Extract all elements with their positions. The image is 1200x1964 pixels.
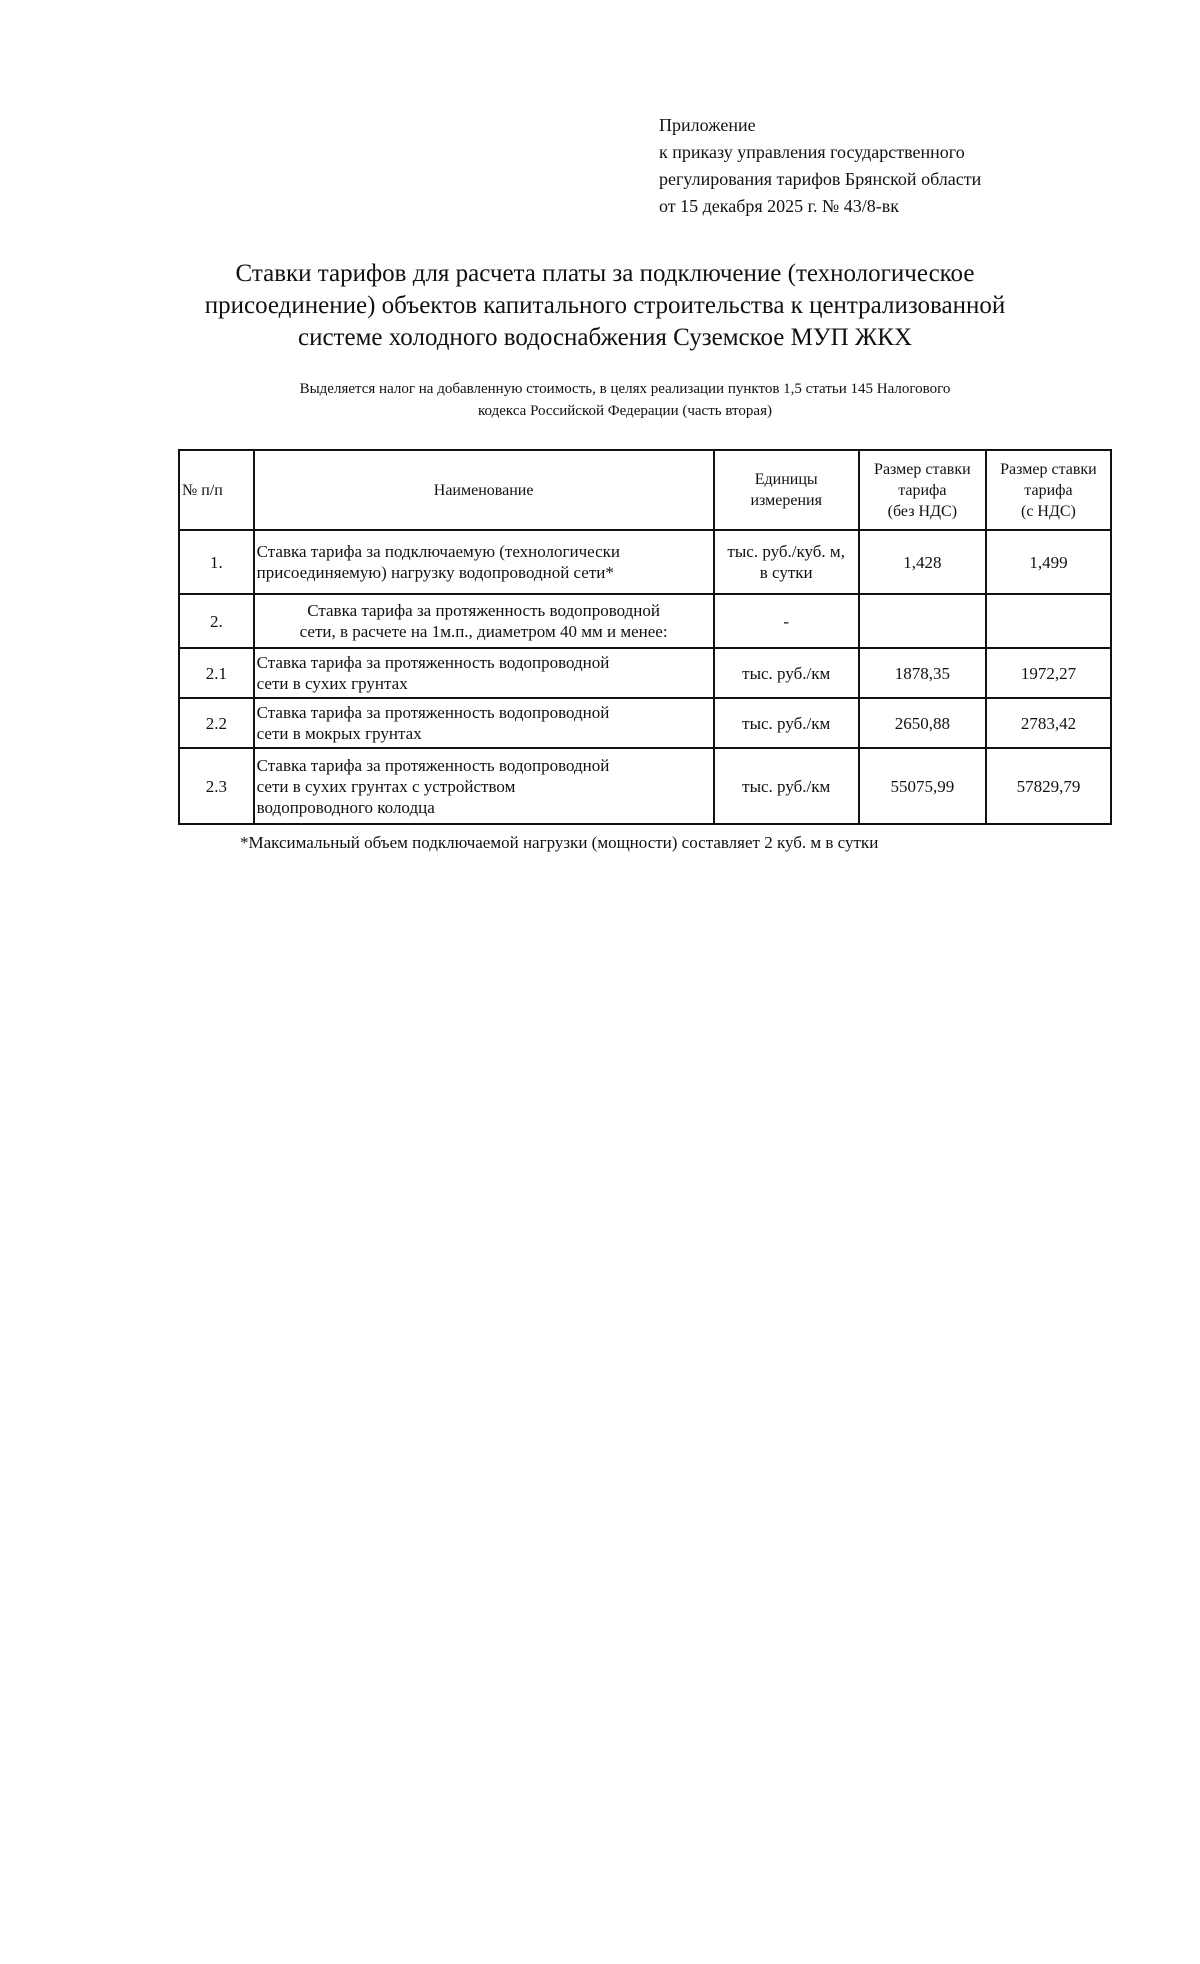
row-name [254,648,714,698]
row-unit-line: тыс. руб./куб. м, [727,542,845,561]
row-name-line: сети, в расчете на 1м.п., диаметром 40 мм и менее: [299,622,668,641]
row-num: 2.1 [179,648,254,698]
header-rate-vat-line: Размер ставки [1000,460,1097,478]
title-line-1: Ставки тарифов для расчета платы за подключение (технологическое [235,260,975,287]
header-rate-vat [986,450,1111,530]
table-row [179,698,1111,748]
row-num: 1. [179,530,254,594]
row-unit [714,594,859,648]
row-rate-vat: 2783,42 [986,698,1111,748]
row-name [254,698,714,748]
row-name-line: сети в сухих грунтах с устройством [256,776,516,796]
title-line-3: системе холодного водоснабжения Суземское МУП ЖКХ [297,324,912,351]
row-rate-no-vat [859,594,986,648]
header-rate-vat-line: тарифа [1024,481,1073,499]
row-unit [714,648,859,698]
row-name-line: присоединяемую) нагрузку водопроводной сети* [256,563,614,582]
tariff-table [178,449,1112,825]
row-name [254,594,714,648]
header-unit [714,450,859,530]
appendix-block [659,112,1119,220]
table-row [179,748,1111,824]
vat-note-line-1: Выделяется налог на добавленную стоимость, в целях реализации пунктов 1,5 статьи 145 Налогового [299,381,951,397]
table-row [179,648,1111,698]
row-name [254,530,714,594]
row-rate-vat [986,594,1111,648]
appendix-line-3: регулирования тарифов Брянской области [659,169,982,189]
table-row [179,594,1111,648]
row-rate-no-vat: 55075,99 [859,748,986,824]
appendix-line-4: от 15 декабря 2025 г. № 43/8-вк [659,196,899,216]
row-name-line: Ставка тарифа за протяженность водопроводной [256,755,610,775]
row-rate-no-vat: 1,428 [859,530,986,594]
vat-note [200,378,1050,422]
row-unit [714,748,859,824]
header-unit-line: измерения [750,492,822,509]
row-unit [714,698,859,748]
header-rate-no-vat-line: (без НДС) [887,502,958,520]
row-name-line: Ставка тарифа за протяженность водопроводной [307,601,660,620]
row-unit-line: - [783,611,790,631]
row-unit-line: тыс. руб./км [742,663,831,683]
row-name [254,748,714,824]
header-rate-no-vat-line: тарифа [898,481,947,499]
row-num: 2.2 [179,698,254,748]
header-unit-line: Единицы [754,471,818,488]
row-rate-vat: 1972,27 [986,648,1111,698]
row-rate-no-vat: 2650,88 [859,698,986,748]
row-num: 2.3 [179,748,254,824]
footnote: *Максимальный объем подключаемой нагрузки (мощности) составляет 2 куб. м в сутки [240,833,879,852]
document-title [170,258,1040,354]
row-name-line: сети в мокрых грунтах [256,724,422,743]
vat-note-line-2: кодекса Российской Федерации (часть вторая) [478,403,772,419]
title-line-2: присоединение) объектов капитального строительства к централизованной [204,292,1006,319]
row-rate-vat: 1,499 [986,530,1111,594]
row-name-line: Ставка тарифа за протяженность водопроводной [256,703,610,722]
header-num: № п/п [179,450,254,530]
row-num: 2. [179,594,254,648]
table-header-row [179,450,1111,530]
row-unit [714,530,859,594]
row-name-line: водопроводного колодца [256,797,435,817]
header-rate-vat-line: (с НДС) [1020,502,1076,520]
header-name: Наименование [254,450,714,530]
row-rate-vat: 57829,79 [986,748,1111,824]
header-rate-no-vat [859,450,986,530]
row-name-line: Ставка тарифа за протяженность водопроводной [256,653,610,672]
row-unit-line: тыс. руб./км [742,776,831,796]
appendix-line-1: Приложение [659,115,756,135]
appendix-line-2: к приказу управления государственного [659,142,965,162]
row-rate-no-vat: 1878,35 [859,648,986,698]
table-row [179,530,1111,594]
row-name-line: сети в сухих грунтах [256,674,408,693]
row-unit-line: тыс. руб./км [742,713,831,733]
row-unit-line: в сутки [759,563,813,582]
header-rate-no-vat-line: Размер ставки [874,460,971,478]
row-name-line: Ставка тарифа за подключаемую (технологически [256,542,621,561]
